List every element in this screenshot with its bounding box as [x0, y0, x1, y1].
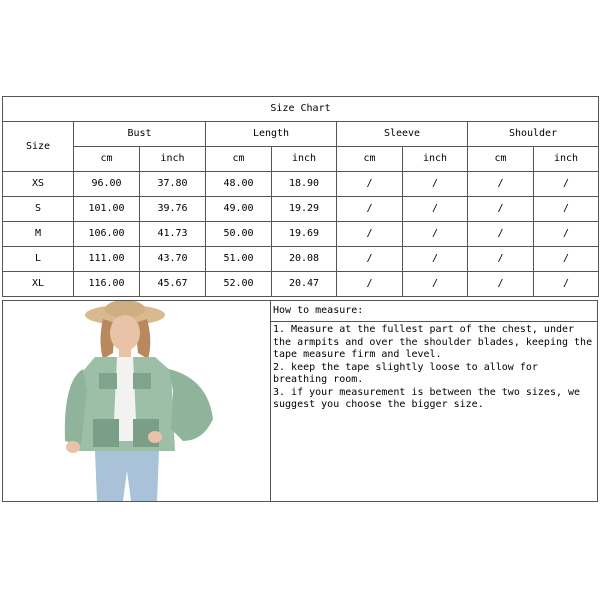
cell: /	[403, 172, 468, 197]
cell: /	[403, 272, 468, 297]
unit-header: cm	[468, 147, 534, 172]
sleeve-header: Sleeve	[337, 122, 468, 147]
cell: /	[468, 197, 534, 222]
product-photo	[3, 301, 271, 501]
cell: 19.29	[272, 197, 337, 222]
cell: /	[337, 247, 403, 272]
cell: 52.00	[206, 272, 272, 297]
size-label: XS	[3, 172, 74, 197]
cell: /	[337, 222, 403, 247]
table-row	[3, 247, 599, 272]
size-label: L	[3, 247, 74, 272]
shoulder-header: Shoulder	[468, 122, 599, 147]
cell: 39.76	[140, 197, 206, 222]
cell: /	[337, 172, 403, 197]
bust-header: Bust	[74, 122, 206, 147]
cell: /	[534, 197, 599, 222]
cell: /	[534, 247, 599, 272]
cell: /	[337, 272, 403, 297]
cell: 49.00	[206, 197, 272, 222]
cell: 41.73	[140, 222, 206, 247]
table-row	[3, 272, 599, 297]
how-to-heading: How to measure:	[271, 301, 597, 322]
size-label: XL	[3, 272, 74, 297]
size-header: Size	[3, 122, 74, 172]
unit-header: cm	[206, 147, 272, 172]
table-row	[3, 222, 599, 247]
chart-title: Size Chart	[3, 97, 599, 122]
cell: 19.69	[272, 222, 337, 247]
unit-header: cm	[74, 147, 140, 172]
table-row	[3, 197, 599, 222]
cell: 51.00	[206, 247, 272, 272]
size-label: M	[3, 222, 74, 247]
cell: /	[403, 222, 468, 247]
instruction-item: 3. if your measurement is between the two sizes, we suggest you choose the bigger size.	[273, 386, 581, 410]
cell: 20.47	[272, 272, 337, 297]
table-row	[3, 172, 599, 197]
cell: /	[534, 222, 599, 247]
cell: 116.00	[74, 272, 140, 297]
cell: 20.08	[272, 247, 337, 272]
unit-header: inch	[534, 147, 599, 172]
how-to-instructions	[271, 322, 597, 412]
instruction-item: 2. keep the tape slightly loose to allow for breathing room.	[273, 361, 538, 385]
cell: /	[403, 197, 468, 222]
cell: /	[468, 222, 534, 247]
cell: /	[337, 197, 403, 222]
cell: 50.00	[206, 222, 272, 247]
cell: 37.80	[140, 172, 206, 197]
model-illustration	[3, 301, 270, 501]
unit-header: inch	[140, 147, 206, 172]
size-label: S	[3, 197, 74, 222]
cell: 101.00	[74, 197, 140, 222]
how-to-measure-panel	[271, 301, 597, 501]
measure-section	[2, 300, 598, 502]
cell: 106.00	[74, 222, 140, 247]
cell: /	[468, 272, 534, 297]
instruction-item: 1. Measure at the fullest part of the chest, under the armpits and over the shoulder blades, keeping the tape measure firm and level.	[273, 324, 593, 360]
cell: /	[468, 247, 534, 272]
cell: /	[534, 172, 599, 197]
cell: /	[534, 272, 599, 297]
cell: 43.70	[140, 247, 206, 272]
cell: 48.00	[206, 172, 272, 197]
cell: /	[403, 247, 468, 272]
cell: 111.00	[74, 247, 140, 272]
unit-header: cm	[337, 147, 403, 172]
cell: 96.00	[74, 172, 140, 197]
cell: 18.90	[272, 172, 337, 197]
cell: /	[468, 172, 534, 197]
unit-header: inch	[272, 147, 337, 172]
length-header: Length	[206, 122, 337, 147]
cell: 45.67	[140, 272, 206, 297]
size-chart-table	[2, 96, 599, 297]
unit-header: inch	[403, 147, 468, 172]
